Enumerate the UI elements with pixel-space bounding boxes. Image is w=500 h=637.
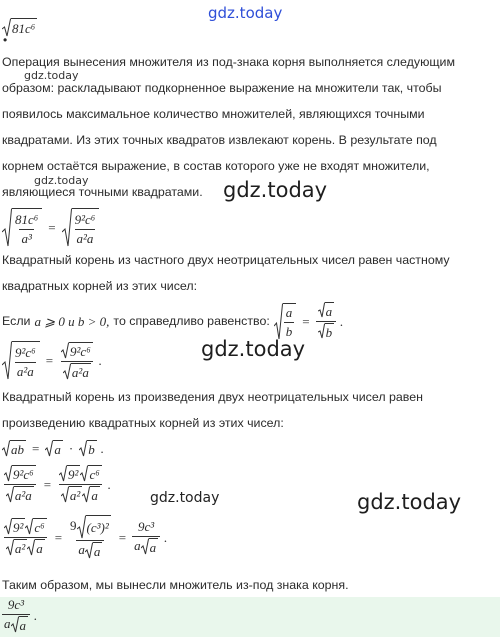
watermark-small-2: gdz.today (34, 174, 89, 187)
conclusion-text: Таким образом, мы вынесли множитель из-под знака корня. (2, 578, 349, 592)
para1-line5: корнем остаётся выражение, в состав которого уже не входят множители, (2, 159, 430, 173)
para3-line2: произведению квадратных корней из этих чисел: (2, 416, 284, 430)
rule1-text: то справедливо равенство: (113, 314, 270, 329)
answer-box (0, 597, 500, 637)
para1-line1: Операция вынесения множителя из под-знака корня выполняется следующим (2, 55, 456, 69)
eq1-lhs-sqrt: $\frac{\text{81c⁶}}{\text{a³}}$ (2, 208, 42, 248)
watermark-large-2: gdz.today (201, 337, 306, 361)
rule1-line (2, 302, 343, 341)
para1-line3: появилось максимальное количество множителей, являющихся точными (2, 107, 425, 121)
problem-expression (2, 18, 37, 38)
equation-2: $\frac{\text{9²c⁶}}{\text{a²a}}$ = $\frac{\text{9²c⁶}}{\text{a²a}}$ . (2, 341, 102, 381)
watermark-medium: gdz.today (150, 490, 220, 506)
watermark-large-3: gdz.today (357, 490, 462, 514)
eq1-rhs-sqrt: $\frac{\text{9²c⁶}}{\text{a²a}}$ (62, 208, 100, 248)
problem-bullet: • (3, 33, 8, 47)
para2-line1: Квадратный корень из частного двух неотрицательных чисел равен частному (2, 253, 450, 267)
rule1-formula: $\frac{a}{b}$ = $\frac{a}{b}$ . (274, 302, 344, 341)
problem-sqrt: 81c⁶ (2, 18, 37, 38)
para3-line1: Квадратный корень из произведения двух неотрицательных чисел равен (2, 390, 423, 404)
watermark-small-1: gdz.today (24, 69, 79, 82)
rule1-prefix: Если (2, 314, 31, 329)
equation-4: 9² c⁶ a² a = 9 (c³)² a a = 9c³ a a . (2, 515, 167, 560)
answer-expression: 9c³ a a . (4, 597, 38, 634)
para1-line2: образом: раскладывают подкорненное выражение на множители так, чтобы (2, 81, 442, 95)
eq2-lhs-sqrt: $\frac{\text{9²c⁶}}{\text{a²a}}$ (2, 341, 40, 381)
rule2-formula: ab = a · b . (2, 440, 104, 458)
eq2-rhs-fraction: $\frac{\text{9²c⁶}}{\text{a²a}}$ (59, 341, 95, 380)
para2-line2: квадратных корней из этих чисел: (2, 279, 198, 293)
watermark-top: gdz.today (208, 4, 283, 22)
para1-line6: являющиеся точными квадратами. (2, 185, 203, 199)
para1-line4: квадратами. Из этих точных квадратов извлекают корень. В результате под (2, 133, 437, 147)
equation-1: $\frac{\text{81c⁶}}{\text{a³}}$ = $\frac{\text{9²c⁶}}{\text{a²a}}$ (2, 208, 99, 248)
watermark-large-1: gdz.today (223, 178, 328, 202)
equation-3: $\frac{\text{9²c⁶}}{\text{a²a}}$ = 9² c⁶ a² a . (2, 465, 111, 504)
rule1-condition: a ⩾ 0 и b > 0, (34, 313, 110, 329)
